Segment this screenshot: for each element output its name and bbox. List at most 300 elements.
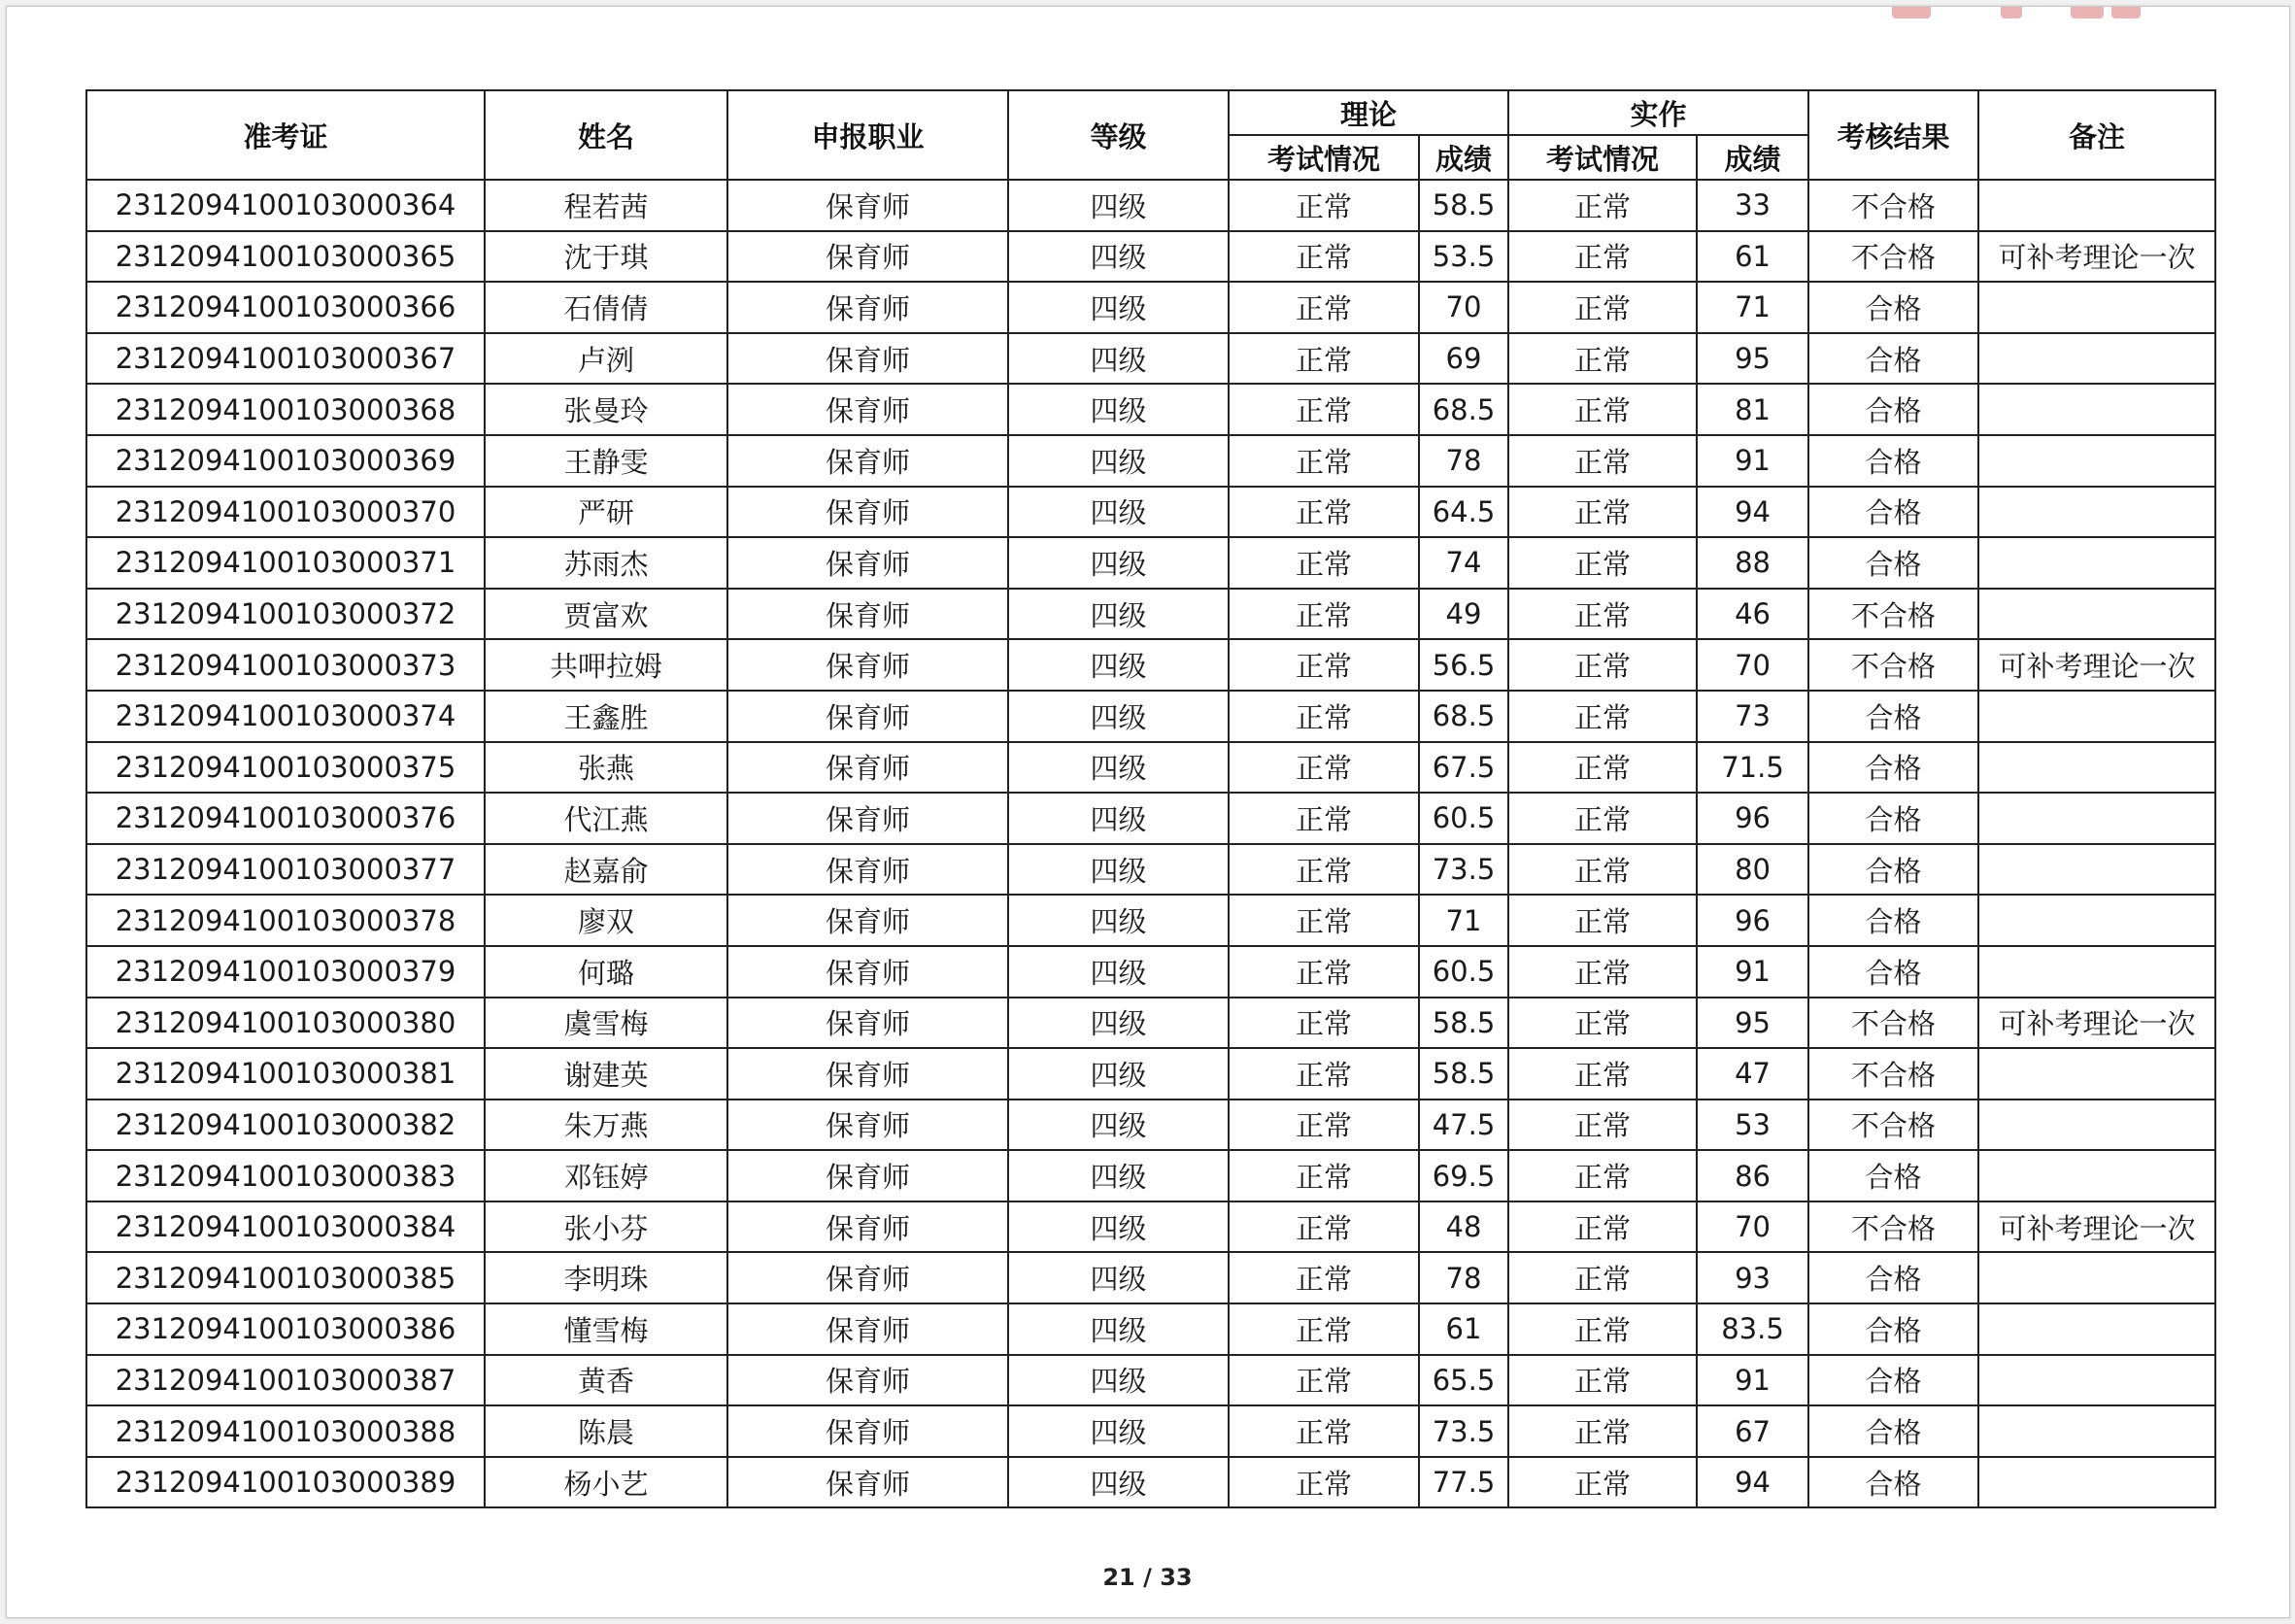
cell-result: 不合格 [1808, 589, 1978, 640]
cell-name: 王鑫胜 [485, 691, 727, 742]
cell-theory-status: 正常 [1229, 1201, 1419, 1253]
cell-practice-status: 正常 [1508, 1405, 1697, 1457]
cell-theory-score: 60.5 [1419, 946, 1508, 998]
cell-level: 四级 [1008, 589, 1229, 640]
cell-theory-score: 77.5 [1419, 1457, 1508, 1508]
cell-theory-status: 正常 [1229, 1303, 1419, 1355]
cell-practice-score: 95 [1697, 998, 1808, 1049]
cell-name: 沈于琪 [485, 231, 727, 283]
cell-theory-score: 65.5 [1419, 1355, 1508, 1406]
cell-practice-status: 正常 [1508, 333, 1697, 385]
cell-occupation: 保育师 [727, 793, 1008, 844]
cell-practice-score: 91 [1697, 1355, 1808, 1406]
cell-level: 四级 [1008, 742, 1229, 794]
cell-occupation: 保育师 [727, 1150, 1008, 1201]
table-row [86, 793, 2215, 844]
cell-name: 张小芬 [485, 1201, 727, 1253]
cell-theory-score: 78 [1419, 435, 1508, 487]
cell-ticket: 2312094100103000376 [86, 793, 485, 844]
cell-remark [1978, 333, 2215, 385]
cell-practice-score: 71 [1697, 282, 1808, 333]
cell-occupation: 保育师 [727, 639, 1008, 691]
cell-remark [1978, 895, 2215, 946]
table-row [86, 998, 2215, 1049]
cell-level: 四级 [1008, 844, 1229, 896]
cell-occupation: 保育师 [727, 844, 1008, 896]
cell-theory-score: 71 [1419, 895, 1508, 946]
cell-ticket: 2312094100103000382 [86, 1100, 485, 1151]
header-level: 等级 [1008, 90, 1229, 180]
cell-theory-status: 正常 [1229, 1355, 1419, 1406]
table-row [86, 384, 2215, 435]
cell-occupation: 保育师 [727, 742, 1008, 794]
cell-ticket: 2312094100103000367 [86, 333, 485, 385]
cell-ticket: 2312094100103000368 [86, 384, 485, 435]
cell-name: 朱万燕 [485, 1100, 727, 1151]
cell-theory-score: 73.5 [1419, 844, 1508, 896]
cell-ticket: 2312094100103000387 [86, 1355, 485, 1406]
cell-name: 何璐 [485, 946, 727, 998]
cell-occupation: 保育师 [727, 895, 1008, 946]
cell-practice-status: 正常 [1508, 1150, 1697, 1201]
cell-practice-status: 正常 [1508, 639, 1697, 691]
table-row [86, 231, 2215, 283]
cell-practice-score: 96 [1697, 793, 1808, 844]
cell-practice-status: 正常 [1508, 589, 1697, 640]
cell-ticket: 2312094100103000366 [86, 282, 485, 333]
cell-theory-status: 正常 [1229, 231, 1419, 283]
cell-practice-status: 正常 [1508, 1303, 1697, 1355]
cell-level: 四级 [1008, 1100, 1229, 1151]
cell-ticket: 2312094100103000372 [86, 589, 485, 640]
cell-name: 陈晨 [485, 1405, 727, 1457]
cell-name: 共呷拉姆 [485, 639, 727, 691]
cell-result: 合格 [1808, 384, 1978, 435]
cell-occupation: 保育师 [727, 998, 1008, 1049]
cell-practice-status: 正常 [1508, 742, 1697, 794]
cell-theory-score: 73.5 [1419, 1405, 1508, 1457]
cell-level: 四级 [1008, 895, 1229, 946]
cell-remark: 可补考理论一次 [1978, 998, 2215, 1049]
cell-occupation: 保育师 [727, 180, 1008, 231]
cell-practice-status: 正常 [1508, 231, 1697, 283]
cell-theory-score: 78 [1419, 1252, 1508, 1303]
cell-result: 合格 [1808, 333, 1978, 385]
table-header [86, 90, 2215, 180]
cell-name: 邓钰婷 [485, 1150, 727, 1201]
cell-ticket: 2312094100103000369 [86, 435, 485, 487]
cell-practice-status: 正常 [1508, 1100, 1697, 1151]
table-row [86, 1355, 2215, 1406]
page-number: 21 / 33 [1102, 1564, 1193, 1591]
cell-occupation: 保育师 [727, 1100, 1008, 1151]
cell-level: 四级 [1008, 487, 1229, 538]
cell-occupation: 保育师 [727, 1303, 1008, 1355]
cell-practice-status: 正常 [1508, 1355, 1697, 1406]
cell-practice-status: 正常 [1508, 1048, 1697, 1100]
cell-occupation: 保育师 [727, 691, 1008, 742]
cell-level: 四级 [1008, 1048, 1229, 1100]
cell-occupation: 保育师 [727, 589, 1008, 640]
cell-practice-score: 96 [1697, 895, 1808, 946]
cell-name: 程若茜 [485, 180, 727, 231]
cell-remark [1978, 1150, 2215, 1201]
cell-practice-status: 正常 [1508, 435, 1697, 487]
table-row [86, 1150, 2215, 1201]
cell-remark [1978, 742, 2215, 794]
cell-result: 合格 [1808, 895, 1978, 946]
table-row [86, 1252, 2215, 1303]
cell-name: 王静雯 [485, 435, 727, 487]
cell-occupation: 保育师 [727, 1457, 1008, 1508]
cell-practice-status: 正常 [1508, 946, 1697, 998]
cell-ticket: 2312094100103000388 [86, 1405, 485, 1457]
cell-theory-status: 正常 [1229, 844, 1419, 896]
cell-remark [1978, 1252, 2215, 1303]
cell-name: 廖双 [485, 895, 727, 946]
cell-remark [1978, 946, 2215, 998]
cell-practice-status: 正常 [1508, 180, 1697, 231]
cell-ticket: 2312094100103000364 [86, 180, 485, 231]
table-row [86, 1405, 2215, 1457]
cell-theory-status: 正常 [1229, 639, 1419, 691]
cell-practice-status: 正常 [1508, 487, 1697, 538]
cell-remark [1978, 435, 2215, 487]
cell-occupation: 保育师 [727, 1201, 1008, 1253]
cell-occupation: 保育师 [727, 946, 1008, 998]
cell-practice-status: 正常 [1508, 793, 1697, 844]
cell-remark [1978, 1100, 2215, 1151]
cell-occupation: 保育师 [727, 282, 1008, 333]
cell-theory-status: 正常 [1229, 1405, 1419, 1457]
cell-ticket: 2312094100103000370 [86, 487, 485, 538]
cell-ticket: 2312094100103000374 [86, 691, 485, 742]
cell-result: 合格 [1808, 1355, 1978, 1406]
table-row [86, 180, 2215, 231]
cell-occupation: 保育师 [727, 384, 1008, 435]
cell-level: 四级 [1008, 1252, 1229, 1303]
cell-practice-score: 71.5 [1697, 742, 1808, 794]
cell-remark [1978, 691, 2215, 742]
cell-ticket: 2312094100103000373 [86, 639, 485, 691]
cell-theory-score: 68.5 [1419, 384, 1508, 435]
cell-practice-score: 47 [1697, 1048, 1808, 1100]
cell-theory-score: 53.5 [1419, 231, 1508, 283]
cell-practice-score: 61 [1697, 231, 1808, 283]
cell-practice-status: 正常 [1508, 537, 1697, 589]
cell-result: 不合格 [1808, 1201, 1978, 1253]
cell-remark: 可补考理论一次 [1978, 231, 2215, 283]
cell-result: 合格 [1808, 1457, 1978, 1508]
cell-practice-score: 86 [1697, 1150, 1808, 1201]
cell-result: 合格 [1808, 1303, 1978, 1355]
table-row [86, 589, 2215, 640]
header-practice-status: 考试情况 [1508, 135, 1697, 180]
cell-practice-score: 73 [1697, 691, 1808, 742]
cell-theory-status: 正常 [1229, 435, 1419, 487]
cell-level: 四级 [1008, 691, 1229, 742]
cell-remark [1978, 589, 2215, 640]
cell-practice-score: 67 [1697, 1405, 1808, 1457]
cell-result: 合格 [1808, 844, 1978, 896]
cell-practice-status: 正常 [1508, 1252, 1697, 1303]
cell-occupation: 保育师 [727, 1355, 1008, 1406]
cell-practice-score: 70 [1697, 639, 1808, 691]
cell-result: 合格 [1808, 1150, 1978, 1201]
cell-level: 四级 [1008, 946, 1229, 998]
cell-occupation: 保育师 [727, 1405, 1008, 1457]
cell-ticket: 2312094100103000379 [86, 946, 485, 998]
header-result: 考核结果 [1808, 90, 1978, 180]
cell-practice-score: 91 [1697, 946, 1808, 998]
cell-ticket: 2312094100103000375 [86, 742, 485, 794]
cell-theory-score: 58.5 [1419, 998, 1508, 1049]
table-row [86, 282, 2215, 333]
cell-occupation: 保育师 [727, 1252, 1008, 1303]
cell-theory-status: 正常 [1229, 1100, 1419, 1151]
cell-level: 四级 [1008, 537, 1229, 589]
cell-name: 赵嘉俞 [485, 844, 727, 896]
cell-practice-score: 88 [1697, 537, 1808, 589]
cell-result: 不合格 [1808, 180, 1978, 231]
table-row [86, 1048, 2215, 1100]
header-theory-status: 考试情况 [1229, 135, 1419, 180]
cell-level: 四级 [1008, 1405, 1229, 1457]
cell-practice-score: 94 [1697, 1457, 1808, 1508]
cell-practice-status: 正常 [1508, 282, 1697, 333]
cell-level: 四级 [1008, 1150, 1229, 1201]
cell-theory-score: 60.5 [1419, 793, 1508, 844]
cell-practice-status: 正常 [1508, 895, 1697, 946]
table-row [86, 946, 2215, 998]
cell-theory-score: 68.5 [1419, 691, 1508, 742]
cell-level: 四级 [1008, 1303, 1229, 1355]
cell-ticket: 2312094100103000381 [86, 1048, 485, 1100]
cell-theory-status: 正常 [1229, 333, 1419, 385]
red-seal-stamp-fragment [1886, 7, 2207, 28]
cell-theory-score: 74 [1419, 537, 1508, 589]
cell-theory-score: 48 [1419, 1201, 1508, 1253]
cell-practice-score: 83.5 [1697, 1303, 1808, 1355]
cell-remark [1978, 282, 2215, 333]
cell-theory-status: 正常 [1229, 1252, 1419, 1303]
header-occupation: 申报职业 [727, 90, 1008, 180]
cell-result: 合格 [1808, 435, 1978, 487]
cell-occupation: 保育师 [727, 1048, 1008, 1100]
cell-practice-status: 正常 [1508, 998, 1697, 1049]
cell-theory-status: 正常 [1229, 998, 1419, 1049]
cell-name: 严研 [485, 487, 727, 538]
cell-result: 不合格 [1808, 231, 1978, 283]
cell-ticket: 2312094100103000371 [86, 537, 485, 589]
cell-level: 四级 [1008, 1201, 1229, 1253]
header-theory: 理论 [1229, 90, 1508, 135]
table-row [86, 742, 2215, 794]
cell-result: 合格 [1808, 691, 1978, 742]
cell-name: 懂雪梅 [485, 1303, 727, 1355]
cell-remark: 可补考理论一次 [1978, 639, 2215, 691]
cell-remark [1978, 1355, 2215, 1406]
cell-theory-status: 正常 [1229, 487, 1419, 538]
cell-theory-score: 47.5 [1419, 1100, 1508, 1151]
cell-theory-status: 正常 [1229, 742, 1419, 794]
cell-level: 四级 [1008, 639, 1229, 691]
cell-theory-score: 58.5 [1419, 1048, 1508, 1100]
cell-theory-status: 正常 [1229, 793, 1419, 844]
cell-practice-status: 正常 [1508, 1457, 1697, 1508]
cell-name: 张曼玲 [485, 384, 727, 435]
cell-theory-status: 正常 [1229, 895, 1419, 946]
cell-remark [1978, 844, 2215, 896]
cell-ticket: 2312094100103000383 [86, 1150, 485, 1201]
cell-theory-score: 56.5 [1419, 639, 1508, 691]
cell-practice-status: 正常 [1508, 844, 1697, 896]
cell-result: 不合格 [1808, 998, 1978, 1049]
cell-result: 合格 [1808, 742, 1978, 794]
cell-ticket: 2312094100103000378 [86, 895, 485, 946]
cell-practice-score: 46 [1697, 589, 1808, 640]
cell-ticket: 2312094100103000384 [86, 1201, 485, 1253]
cell-theory-score: 61 [1419, 1303, 1508, 1355]
cell-level: 四级 [1008, 435, 1229, 487]
cell-result: 合格 [1808, 537, 1978, 589]
exam-results-table [85, 89, 2216, 1508]
cell-practice-score: 94 [1697, 487, 1808, 538]
cell-occupation: 保育师 [727, 231, 1008, 283]
cell-level: 四级 [1008, 180, 1229, 231]
table-row [86, 639, 2215, 691]
cell-practice-score: 33 [1697, 180, 1808, 231]
table-row [86, 895, 2215, 946]
cell-theory-score: 69.5 [1419, 1150, 1508, 1201]
cell-remark [1978, 180, 2215, 231]
table-row [86, 333, 2215, 385]
cell-practice-score: 53 [1697, 1100, 1808, 1151]
cell-theory-status: 正常 [1229, 589, 1419, 640]
cell-practice-score: 80 [1697, 844, 1808, 896]
cell-level: 四级 [1008, 1355, 1229, 1406]
cell-level: 四级 [1008, 282, 1229, 333]
cell-level: 四级 [1008, 1457, 1229, 1508]
cell-practice-score: 95 [1697, 333, 1808, 385]
cell-practice-score: 91 [1697, 435, 1808, 487]
cell-occupation: 保育师 [727, 435, 1008, 487]
table-row [86, 1457, 2215, 1508]
cell-theory-score: 70 [1419, 282, 1508, 333]
cell-theory-score: 67.5 [1419, 742, 1508, 794]
cell-theory-status: 正常 [1229, 946, 1419, 998]
cell-result: 合格 [1808, 1405, 1978, 1457]
cell-level: 四级 [1008, 384, 1229, 435]
cell-theory-status: 正常 [1229, 282, 1419, 333]
cell-result: 合格 [1808, 282, 1978, 333]
cell-name: 卢洌 [485, 333, 727, 385]
cell-theory-score: 64.5 [1419, 487, 1508, 538]
header-theory-score: 成绩 [1419, 135, 1508, 180]
cell-ticket: 2312094100103000377 [86, 844, 485, 896]
table-body [86, 180, 2215, 1507]
cell-practice-score: 93 [1697, 1252, 1808, 1303]
cell-occupation: 保育师 [727, 487, 1008, 538]
cell-name: 黄香 [485, 1355, 727, 1406]
table-row [86, 1100, 2215, 1151]
cell-name: 杨小艺 [485, 1457, 727, 1508]
cell-name: 石倩倩 [485, 282, 727, 333]
table-row [86, 1201, 2215, 1253]
table-row [86, 435, 2215, 487]
cell-level: 四级 [1008, 793, 1229, 844]
cell-theory-score: 58.5 [1419, 180, 1508, 231]
cell-practice-status: 正常 [1508, 384, 1697, 435]
cell-result: 不合格 [1808, 1100, 1978, 1151]
cell-theory-score: 49 [1419, 589, 1508, 640]
cell-ticket: 2312094100103000389 [86, 1457, 485, 1508]
header-ticket: 准考证 [86, 90, 485, 180]
cell-theory-status: 正常 [1229, 1457, 1419, 1508]
cell-theory-status: 正常 [1229, 384, 1419, 435]
cell-practice-score: 70 [1697, 1201, 1808, 1253]
cell-result: 不合格 [1808, 639, 1978, 691]
cell-practice-status: 正常 [1508, 691, 1697, 742]
cell-theory-status: 正常 [1229, 180, 1419, 231]
cell-theory-status: 正常 [1229, 691, 1419, 742]
cell-remark [1978, 384, 2215, 435]
cell-practice-status: 正常 [1508, 1201, 1697, 1253]
cell-result: 不合格 [1808, 1048, 1978, 1100]
cell-ticket: 2312094100103000380 [86, 998, 485, 1049]
cell-level: 四级 [1008, 998, 1229, 1049]
cell-name: 代江燕 [485, 793, 727, 844]
cell-remark [1978, 537, 2215, 589]
header-name: 姓名 [485, 90, 727, 180]
cell-level: 四级 [1008, 333, 1229, 385]
cell-theory-score: 69 [1419, 333, 1508, 385]
cell-remark [1978, 1303, 2215, 1355]
cell-ticket: 2312094100103000365 [86, 231, 485, 283]
cell-result: 合格 [1808, 793, 1978, 844]
cell-theory-status: 正常 [1229, 537, 1419, 589]
cell-level: 四级 [1008, 231, 1229, 283]
cell-remark [1978, 793, 2215, 844]
table-row [86, 537, 2215, 589]
cell-result: 合格 [1808, 946, 1978, 998]
table-row [86, 844, 2215, 896]
cell-name: 谢建英 [485, 1048, 727, 1100]
cell-name: 贾富欢 [485, 589, 727, 640]
cell-occupation: 保育师 [727, 537, 1008, 589]
table-row [86, 487, 2215, 538]
cell-occupation: 保育师 [727, 333, 1008, 385]
table-row [86, 691, 2215, 742]
cell-name: 张燕 [485, 742, 727, 794]
cell-name: 虞雪梅 [485, 998, 727, 1049]
cell-remark: 可补考理论一次 [1978, 1201, 2215, 1253]
cell-remark [1978, 1457, 2215, 1508]
header-remark: 备注 [1978, 90, 2215, 180]
header-practice: 实作 [1508, 90, 1808, 135]
cell-remark [1978, 1405, 2215, 1457]
cell-ticket: 2312094100103000386 [86, 1303, 485, 1355]
cell-remark [1978, 1048, 2215, 1100]
table-row [86, 1303, 2215, 1355]
cell-name: 李明珠 [485, 1252, 727, 1303]
cell-result: 合格 [1808, 1252, 1978, 1303]
cell-remark [1978, 487, 2215, 538]
cell-theory-status: 正常 [1229, 1150, 1419, 1201]
cell-practice-score: 81 [1697, 384, 1808, 435]
cell-theory-status: 正常 [1229, 1048, 1419, 1100]
header-practice-score: 成绩 [1697, 135, 1808, 180]
